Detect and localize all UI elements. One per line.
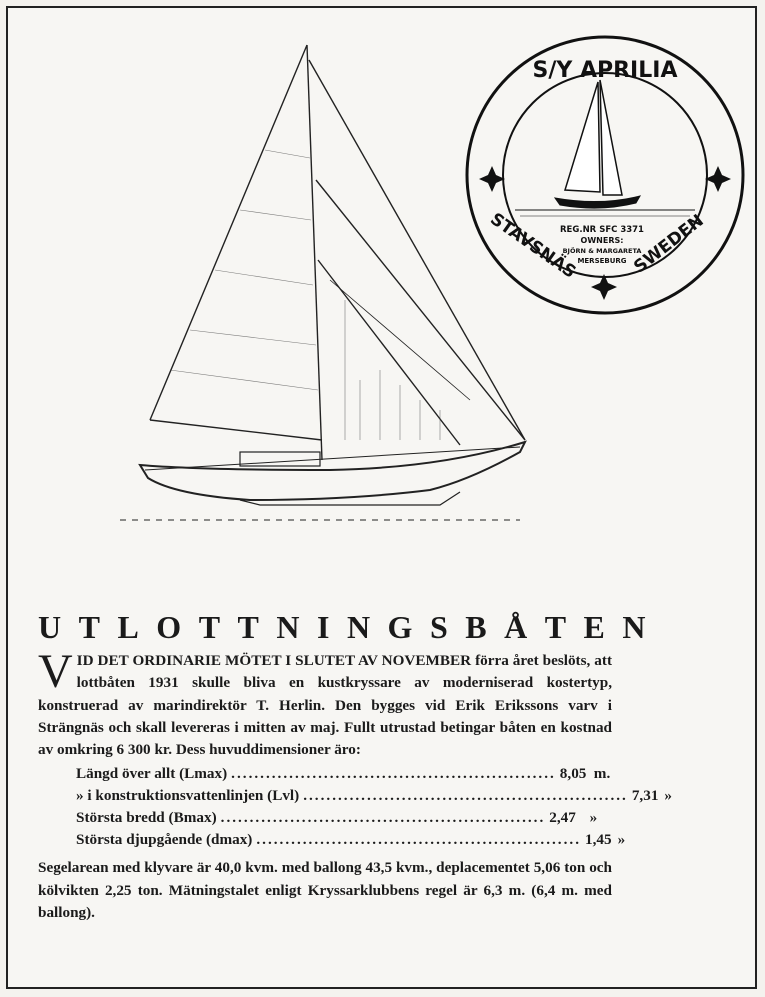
dimension-unit: »	[589, 809, 598, 827]
dimension-value: 7,31	[631, 787, 659, 805]
stamp-place: STAVSNÄS	[486, 209, 580, 283]
article-title: UTLOTTNINGSBÅTEN	[38, 609, 663, 646]
stamp-reg: REG.NR SFC 3371	[560, 225, 644, 235]
drop-cap: V	[38, 645, 73, 698]
dot-leader: ........................................................	[220, 809, 546, 827]
dimensions-table	[76, 763, 672, 851]
dot-leader: ........................................................	[231, 765, 556, 783]
dimension-value: 2,47	[549, 809, 576, 827]
stamp-owners: BJÖRN & MARGARETA	[562, 247, 642, 255]
article-intro-text: förra året beslöts, att lottbåten 1931 skulle bliva en kustkryssare av moderniserad kostertyp, konstruerad av marindirektör T. Herlin. Den bygges vid Erik Erikssons varv i Strängnäs och skall levereras i mitten av maj. Fullt utrustad betingar båten en kostnad av omkring 6 300 kr. Dess huvuddimensioner äro:	[38, 652, 613, 759]
dimension-row	[76, 763, 612, 785]
dimension-row	[76, 785, 672, 807]
dimension-row	[76, 829, 626, 851]
dimension-row	[76, 807, 612, 829]
stamp-country: SWEDEN	[630, 210, 708, 278]
article-first-line: ID DET ORDINARIE MÖTET I SLUTET AV NOVEMBER	[76, 652, 472, 669]
dimension-label: Största bredd (Bmax)	[76, 809, 217, 827]
dimension-unit: m.	[593, 765, 611, 783]
stamp-name: S/Y APRILIA	[532, 58, 678, 83]
dot-leader: ........................................................	[303, 787, 628, 805]
dimension-value: 8,05	[559, 765, 587, 783]
stamp-owners2: MERSEBURG	[577, 257, 627, 265]
dimension-value: 1,45	[584, 831, 612, 849]
dimension-unit: »	[617, 831, 626, 849]
dot-leader: ........................................................	[256, 831, 581, 849]
dimension-label: » i konstruktionsvattenlinjen (Lvl)	[76, 787, 300, 805]
article-body	[38, 645, 672, 924]
article-closing: Segelarean med klyvare är 40,0 kvm. med ballong 43,5 kvm., deplacementet 5,06 ton och kölvikten 2,25 ton. Mätningstalet enligt Kryssarklubbens regel är 6,3 m. (6,4 m. med ballong).	[38, 859, 612, 922]
dimension-unit: »	[664, 787, 672, 805]
dimension-label: Längd över allt (Lmax)	[76, 765, 228, 783]
dimension-label: Största djupgående (dmax)	[76, 831, 253, 849]
article-intro	[38, 645, 613, 761]
stamp-owners-label: OWNERS:	[580, 236, 624, 245]
